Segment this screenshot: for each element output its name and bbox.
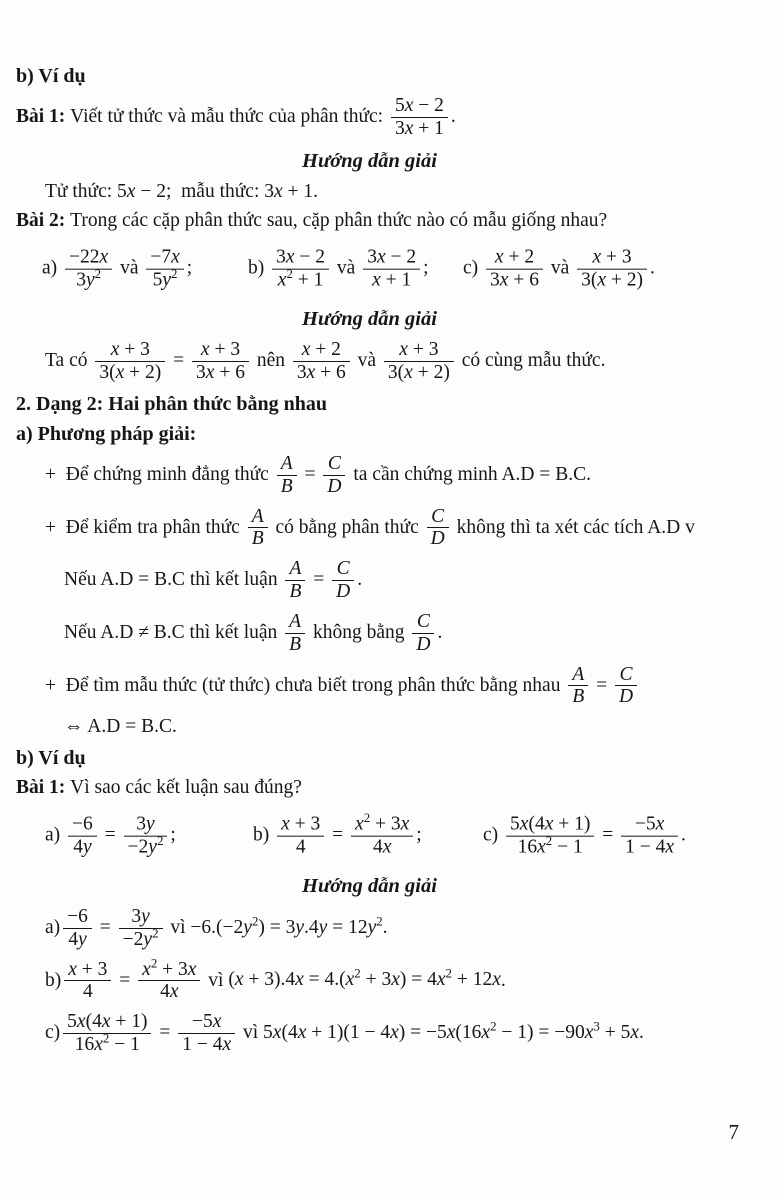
fraction-numerator: A (289, 558, 302, 580)
text-line (0, 556, 783, 605)
text-span: . (437, 621, 443, 643)
fraction-numerator: C (327, 453, 341, 474)
section-heading: a) Phương pháp giải: (16, 423, 197, 445)
superscript: 2 (490, 1019, 497, 1034)
fraction (285, 611, 305, 656)
fraction-denominator: 1 − 4x (178, 1033, 235, 1056)
fraction-denominator: $x^2 + 1$ (272, 269, 329, 292)
text-span: . (681, 824, 686, 846)
fraction (486, 247, 543, 292)
fraction-numerator: $x^2 + 3x$ (142, 956, 197, 980)
text-span: = (597, 824, 619, 846)
bold-label: Bài 1: (16, 105, 71, 127)
text-span: vì (203, 969, 229, 991)
fraction-numerator: C (336, 558, 350, 580)
fraction (178, 1011, 235, 1056)
fraction (192, 339, 249, 384)
fraction (615, 664, 637, 709)
fraction-denominator: $16x^2 - 1$ (506, 835, 594, 858)
text-line (0, 714, 783, 739)
fraction-denominator: 4y (68, 835, 97, 858)
fraction (65, 247, 112, 292)
fraction (577, 247, 647, 292)
text-span: . (500, 969, 506, 991)
fraction (293, 339, 350, 384)
text-line (0, 451, 783, 500)
fraction-denominator: 3x + 6 (192, 361, 249, 384)
superscript: 2 (251, 914, 259, 929)
text-span: có bằng phân thức (270, 516, 424, 538)
fraction (248, 506, 268, 551)
text-span: c) (483, 824, 504, 846)
text-span: + Để chứng minh đẳng thức (45, 463, 274, 485)
fraction-denominator: 3x + 1 (391, 117, 448, 140)
math-text: $-6.(-2y^2) = 3y.4y = 12y^2$ (190, 914, 383, 938)
fraction-numerator: 5x(4x + 1) (510, 813, 591, 835)
fraction-numerator: x + 3 (281, 813, 321, 835)
fraction-numerator: 3y (131, 905, 150, 927)
fraction (506, 814, 594, 859)
fraction-numerator: C (619, 663, 633, 685)
option-item (42, 245, 192, 294)
fraction-numerator: −6 (72, 813, 93, 835)
text-span: a) (42, 257, 63, 279)
text-span: . (450, 105, 456, 127)
text-span: Ta có (45, 350, 93, 372)
text-span: và (352, 350, 381, 372)
text-span: . (313, 180, 319, 202)
text-span: có cùng mẫu thức. (456, 350, 606, 372)
superscript: 3 (593, 1019, 600, 1034)
text-span: = (114, 969, 136, 991)
fraction-denominator: 1 − 4x (621, 835, 678, 858)
text-span: ; (186, 257, 193, 279)
section-heading: 2. Dạng 2: Hai phân thức bằng nhau (16, 393, 327, 415)
fraction (363, 247, 420, 292)
text-span: = (299, 463, 321, 485)
fraction-denominator: B (248, 527, 268, 550)
fraction-numerator: x + 3 (68, 958, 108, 980)
fraction-numerator: 3x − 2 (276, 247, 326, 269)
solution-heading: Hướng dẫn giải (302, 149, 437, 172)
text-span: Vì sao các kết luận sau đúng? (70, 776, 302, 798)
fraction-denominator: D (615, 685, 637, 708)
text-span: = (99, 824, 121, 846)
text-span: = (168, 350, 190, 372)
text-span: . (650, 257, 655, 279)
text-span: nên (251, 350, 290, 372)
fraction-denominator: 3x + 6 (486, 269, 543, 292)
superscript: 2 (445, 966, 452, 981)
page-number: 7 (728, 1120, 739, 1144)
fraction (63, 1011, 151, 1056)
fraction-denominator: 3x + 6 (293, 361, 350, 384)
superscript: 2 (152, 926, 159, 941)
fraction-denominator: 3(x + 2) (384, 361, 454, 384)
text-span: b) (253, 824, 275, 846)
section-heading: b) Ví dụ (16, 746, 86, 769)
fraction-denominator: B (285, 580, 305, 603)
text-line (0, 775, 783, 800)
text-span: b) (248, 257, 270, 279)
fraction-numerator: C (431, 505, 445, 527)
superscript: 2 (286, 267, 293, 282)
fraction-numerator: x + 3 (110, 339, 150, 361)
text-line (0, 208, 783, 233)
text-span: c) (45, 1022, 61, 1044)
text-span: ; (416, 824, 422, 846)
fraction (119, 906, 163, 951)
fraction (568, 664, 588, 709)
fraction (63, 906, 92, 951)
text-line (0, 179, 783, 204)
text-span: ta cần chứng minh A.D = B.C. (348, 463, 592, 485)
text-span: = (94, 916, 116, 938)
text-span: = (327, 824, 349, 846)
fraction-denominator: x + 1 (363, 269, 420, 292)
fraction-denominator: B (285, 633, 305, 656)
text-span: và (332, 257, 361, 279)
solution-heading: Hướng dẫn giải (302, 874, 437, 897)
text-span: a) (45, 916, 61, 938)
fraction-numerator: −5x (634, 813, 665, 835)
fraction-numerator: 5x − 2 (394, 95, 444, 116)
text-span: = (308, 569, 330, 591)
fraction-numerator: 3y (136, 813, 155, 835)
text-line (0, 662, 783, 711)
fraction-denominator: $-2y^2$ (119, 928, 163, 951)
math-text: 5x − 2 (117, 180, 166, 202)
superscript: 2 (156, 833, 164, 848)
fraction-denominator: 4x (138, 980, 200, 1003)
text-line (0, 337, 783, 386)
superscript: 2 (376, 914, 383, 929)
text-span: Trong các cặp phân thức sau, cặp phân thức nào có mẫu giống nhau? (70, 210, 608, 231)
fraction-numerator: C (416, 610, 430, 632)
fraction (68, 814, 97, 859)
text-span: = (154, 1022, 176, 1044)
text-span: vì (238, 1022, 264, 1044)
options-row (0, 238, 783, 300)
fraction-denominator: D (323, 475, 345, 498)
fraction-numerator: −7x (150, 247, 180, 269)
superscript: 2 (150, 956, 158, 971)
math-text: $5x(4x + 1)(1 - 4x) = -5x(16x^2 - 1) = -90x^3 + 5x$ (263, 1019, 640, 1044)
text-line (0, 93, 783, 142)
fraction-numerator: A (280, 453, 293, 474)
fraction-denominator: B (277, 475, 297, 498)
fraction-denominator: D (412, 633, 434, 656)
superscript: 2 (171, 267, 178, 282)
fraction-denominator: 3(x + 2) (577, 269, 647, 292)
text-span: và (545, 257, 575, 279)
text-span: ; (423, 257, 429, 279)
fraction (412, 611, 434, 656)
fraction-numerator: −5x (191, 1011, 222, 1033)
fraction (95, 339, 165, 384)
text-line (0, 957, 783, 1006)
fraction (427, 506, 449, 551)
bold-label: Bài 1: (16, 776, 71, 798)
fraction-denominator: 4 (64, 980, 111, 1003)
text-span: . (639, 1022, 644, 1044)
superscript: 2 (363, 811, 371, 826)
fraction (323, 453, 345, 498)
superscript: 2 (545, 833, 553, 848)
fraction (277, 453, 297, 498)
fraction-numerator: 3x − 2 (367, 247, 417, 269)
fraction (384, 339, 454, 384)
text-span: = (591, 674, 613, 696)
superscript: 2 (94, 267, 102, 282)
fraction-numerator: x + 2 (301, 339, 341, 361)
text-span: . (382, 916, 388, 938)
text-span: không thì ta xét các tích A.D v (451, 516, 695, 538)
fraction-numerator: −22x (69, 247, 109, 269)
page-content (0, 64, 783, 1058)
option-item (45, 812, 176, 861)
fraction-numerator: x + 3 (399, 339, 439, 361)
text-span: . (357, 569, 363, 591)
math-text: 3x + 1 (264, 180, 314, 202)
text-span: ; mẫu thức: (165, 180, 265, 202)
fraction-numerator: A (251, 505, 264, 527)
text-span: không bằng (308, 621, 410, 643)
text-span: b) (45, 969, 62, 991)
fraction-numerator: −6 (67, 905, 88, 927)
text-line (0, 904, 783, 953)
section-heading: b) Ví dụ (16, 65, 86, 87)
fraction (391, 95, 448, 140)
fraction-denominator: $-2y^2$ (124, 835, 168, 858)
text-line (0, 504, 783, 553)
option-item (253, 812, 422, 861)
fraction (146, 247, 183, 292)
fraction-numerator: $x^2 + 3x$ (355, 811, 410, 835)
bold-label: Bài 2: (16, 210, 71, 231)
fraction-denominator: 3(x + 2) (95, 361, 165, 384)
fraction (285, 558, 305, 603)
fraction-denominator: 4x (351, 835, 413, 858)
fraction-numerator: x + 3 (592, 247, 632, 269)
text-span: Nếu A.D = B.C thì kết luận (64, 569, 283, 591)
text-span: Nếu A.D ≠ B.C thì kết luận (64, 621, 283, 643)
options-row (0, 805, 783, 867)
fraction (124, 814, 168, 859)
solution-heading: Hướng dẫn giải (302, 308, 437, 331)
text-span: + Để tìm mẫu thức (tử thức) chưa biết trong phân thức bằng nhau (45, 674, 566, 696)
text-span: vì (165, 916, 191, 938)
fraction-numerator: 5x(4x + 1) (67, 1011, 148, 1033)
text-span: + Để kiểm tra phân thức (45, 516, 245, 538)
fraction (621, 814, 678, 859)
fraction-denominator: $5y^2$ (146, 269, 183, 292)
fraction-denominator: B (568, 685, 588, 708)
option-item (483, 812, 686, 861)
fraction-denominator: $3y^2$ (65, 269, 112, 292)
option-item (248, 245, 429, 294)
superscript: 2 (354, 966, 361, 981)
fraction-denominator: D (427, 527, 449, 550)
text-span: và (115, 257, 144, 279)
fraction (138, 956, 200, 1004)
text-line (0, 1009, 783, 1058)
fraction-denominator: $16x^2 - 1$ (63, 1033, 151, 1056)
text-line (0, 609, 783, 658)
fraction-numerator: A (572, 663, 585, 685)
text-span: Tử thức: (45, 180, 118, 202)
text-span: ; (170, 824, 176, 846)
text-span: a) (45, 824, 66, 846)
fraction (272, 247, 329, 292)
fraction (64, 959, 111, 1004)
text-span: Viết tử thức và mẫu thức của phân thức: (70, 105, 388, 127)
fraction-numerator: A (289, 610, 302, 632)
fraction-numerator: x + 3 (200, 339, 241, 361)
math-text: $(x + 3).4x = 4.(x^2 + 3x) = 4x^2 + 12x$ (228, 966, 501, 991)
fraction (277, 814, 324, 859)
fraction-denominator: 4 (277, 835, 324, 858)
fraction-denominator: D (332, 580, 354, 603)
fraction (332, 558, 354, 603)
fraction (351, 811, 413, 859)
text-span: ⇔ A.D = B.C. (64, 716, 177, 738)
fraction-numerator: x + 2 (494, 247, 535, 269)
option-item (463, 245, 655, 294)
fraction-denominator: 4y (63, 928, 92, 951)
text-span: c) (463, 257, 484, 279)
superscript: 2 (102, 1031, 110, 1046)
